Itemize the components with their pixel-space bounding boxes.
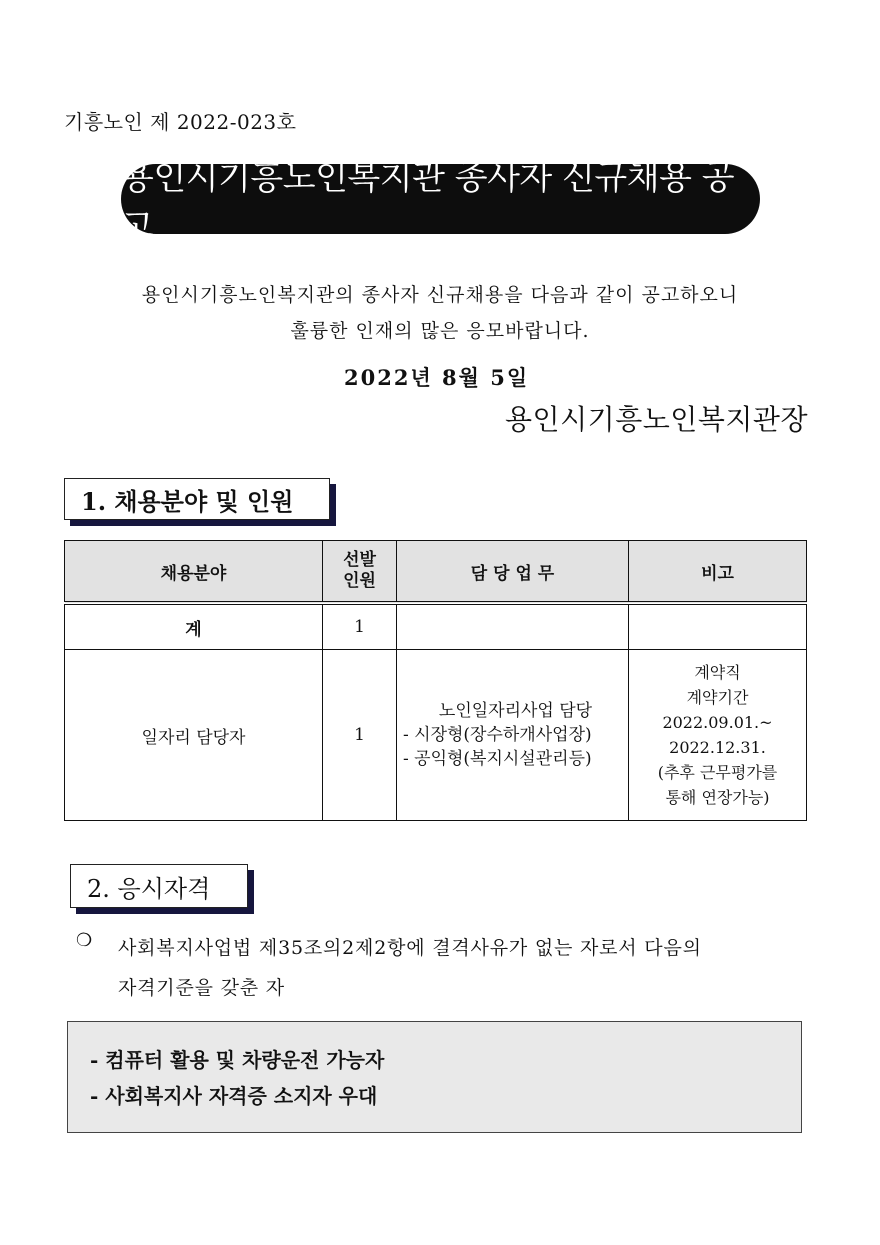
header-field: 채용분야 — [65, 541, 323, 604]
qualification-text — [118, 928, 808, 1008]
duty-line-2: - 시장형(장수하개사업장) — [403, 725, 592, 745]
section-heading-text: 1. 채용분야 및 인원 — [81, 486, 294, 516]
requirements-box — [67, 1021, 802, 1133]
duty-line-1: 노인일자리사업 담당 — [438, 701, 593, 721]
intro-line-2: 훌륭한 인재의 많은 응모바랍니다. — [290, 320, 590, 342]
requirement-item: - 사회복지사 자격증 소지자 우대 — [90, 1084, 378, 1108]
header-count — [323, 541, 397, 604]
qualification-line-1: 사회복지사업법 제35조의2제2항에 결격사유가 없는 자로서 다음의 — [118, 937, 702, 959]
total-label: 계 — [65, 603, 323, 650]
document-number: 기흥노인 제 2022-023호 — [64, 110, 297, 134]
section-heading-text: 2. 응시자격 — [87, 874, 211, 903]
notice-date: 2022년 8월 5일 — [344, 365, 530, 390]
note-line-5: (추후 근무평가를 — [657, 763, 778, 782]
requirement-item: - 컴퓨터 활용 및 차량운전 가능자 — [90, 1048, 385, 1072]
section-heading-qualifications — [70, 864, 248, 908]
circle-bullet-icon: ❍ — [76, 930, 93, 951]
total-count: 1 — [323, 603, 397, 650]
issuer-name: 용인시기흥노인복지관장 — [505, 403, 809, 436]
note-line-4: 2022.12.31. — [669, 738, 766, 757]
notice-title-text: 용인시기흥노인복지관 종사자 신규채용 공고 — [121, 158, 735, 247]
header-notes: 비고 — [629, 541, 807, 604]
duty-line-3: - 공익형(복지시설관리등) — [403, 749, 592, 769]
note-line-1: 계약직 — [694, 663, 741, 682]
total-duties-empty — [397, 603, 629, 650]
job-notes — [629, 650, 807, 821]
job-count: 1 — [323, 650, 397, 821]
header-count-line-2: 인원 — [343, 571, 376, 591]
intro-line-1: 용인시기흥노인복지관의 종사자 신규채용을 다음과 같이 공고하오니 — [141, 284, 739, 306]
table-row-total — [65, 603, 807, 650]
note-line-2: 계약기간 — [686, 688, 749, 707]
notice-title — [121, 158, 760, 247]
note-line-6: 통해 연장가능) — [665, 788, 770, 807]
header-duties: 담 당 업 무 — [397, 541, 629, 604]
table-row-job — [65, 650, 807, 821]
job-field: 일자리 담당자 — [65, 650, 323, 821]
qualification-line-2: 자격기준을 갖춘 자 — [118, 977, 285, 999]
table-header-row — [65, 541, 807, 604]
section-heading-recruitment — [64, 478, 330, 520]
total-notes-empty — [629, 603, 807, 650]
header-count-line-1: 선발 — [343, 550, 376, 570]
recruitment-table — [64, 540, 807, 821]
job-duties — [397, 650, 629, 821]
note-line-3: 2022.09.01.~ — [662, 713, 773, 732]
